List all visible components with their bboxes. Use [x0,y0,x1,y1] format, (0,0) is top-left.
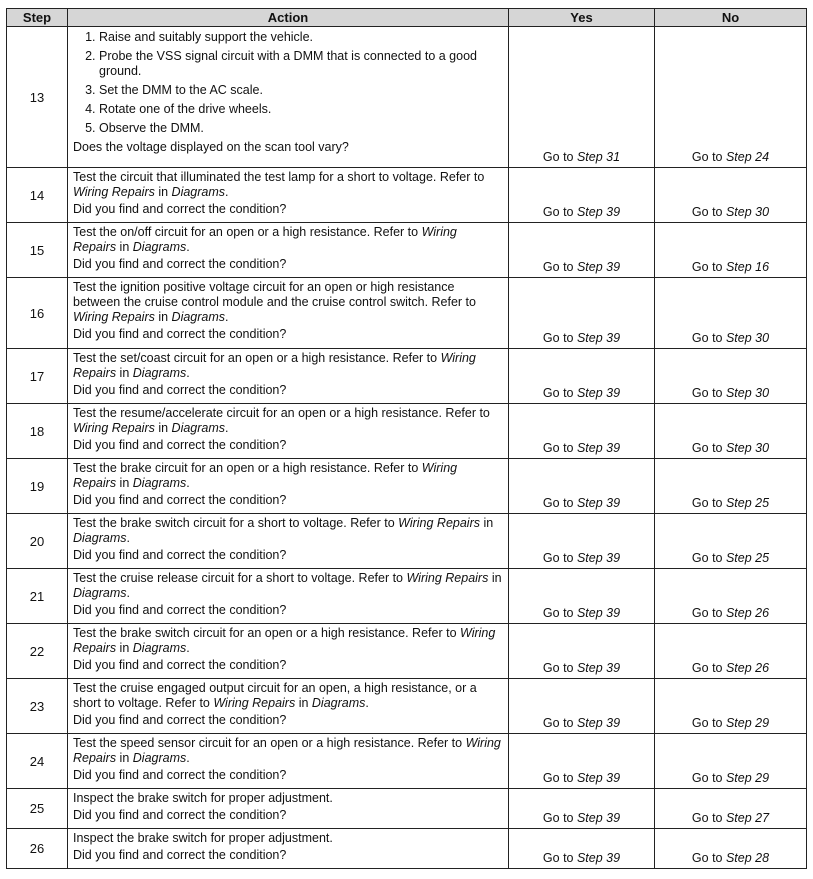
yes-prefix: Go to [542,716,577,730]
no-step-link[interactable]: Step 26 [725,661,770,675]
yes-cell [509,734,655,789]
action-text-main: Test the ignition positive voltage circuit for an open or high resistance between the cruise control module and the cruise control switch. Refer to [73,280,476,309]
no-prefix: Go to [691,551,726,565]
no-step-link[interactable]: Step 30 [725,205,770,219]
question: Did you find and correct the condition? [73,658,287,672]
no-prefix: Go to [691,386,726,400]
action-text-end: . [186,641,190,655]
header-yes: Yes [509,9,655,27]
yes-cell [509,27,655,168]
yes-step-link[interactable]: Step 39 [576,386,621,400]
yes-cell [509,624,655,679]
step-number: 25 [7,789,68,829]
action-text-in: in [295,696,312,710]
list-item: 4. Rotate one of the drive wheels. [99,102,503,117]
question: Did you find and correct the condition? [73,202,287,216]
table-row [7,624,807,679]
no-prefix: Go to [691,851,726,865]
yes-prefix: Go to [542,551,577,565]
diagrams-ref[interactable]: Diagrams [132,751,187,765]
action-text-main: Test the brake circuit for an open or a high resistance. Refer to [73,461,422,475]
action-text-end: . [225,185,229,199]
action-cell [68,349,509,404]
action-text [73,225,503,255]
action-text-end: . [186,751,190,765]
action-text-end: . [126,586,130,600]
list-item: 2. Probe the VSS signal circuit with a DMM that is connected to a good ground. [99,49,503,79]
yes-cell [509,459,655,514]
step-number: 14 [7,168,68,223]
question: Did you find and correct the condition? [73,603,287,617]
action-text-end: . [126,531,130,545]
action-text [73,351,503,381]
no-cell [655,168,807,223]
step-number: 26 [7,829,68,869]
no-step-link[interactable]: Step 28 [725,851,770,865]
yes-cell [509,278,655,349]
table-row [7,569,807,624]
no-step-link[interactable]: Step 30 [725,386,770,400]
no-prefix: Go to [691,716,726,730]
yes-cell [509,569,655,624]
table-row [7,27,807,168]
header-step: Step [7,9,68,27]
no-step-link[interactable]: Step 24 [725,150,770,164]
step-number: 18 [7,404,68,459]
action-text-in: in [116,366,133,380]
yes-prefix: Go to [542,331,577,345]
yes-step-link[interactable]: Step 39 [576,331,621,345]
no-prefix: Go to [691,771,726,785]
yes-step-link[interactable]: Step 39 [576,811,621,825]
action-text [73,736,503,766]
action-cell [68,27,509,168]
no-cell [655,789,807,829]
yes-step-link[interactable]: Step 39 [576,205,621,219]
yes-prefix: Go to [542,851,577,865]
diagrams-ref[interactable]: Diagrams [311,696,366,710]
diagrams-ref[interactable]: Diagrams [132,476,187,490]
yes-step-link[interactable]: Step 39 [576,441,621,455]
no-cell [655,569,807,624]
yes-step-link[interactable]: Step 39 [576,771,621,785]
no-prefix: Go to [691,496,726,510]
no-step-link[interactable]: Step 30 [725,331,770,345]
no-cell [655,278,807,349]
action-text-end: . [365,696,369,710]
yes-step-link[interactable]: Step 39 [576,496,621,510]
yes-step-link[interactable]: Step 39 [576,606,621,620]
action-text-main: Test the circuit that illuminated the test lamp for a short to voltage. Refer to [73,170,485,184]
no-prefix: Go to [691,441,726,455]
no-prefix: Go to [691,606,726,620]
diagrams-ref[interactable]: Diagrams [132,641,187,655]
diagnostic-table [6,8,807,869]
yes-step-link[interactable]: Step 39 [576,551,621,565]
action-text [73,170,503,200]
header-row [7,9,807,27]
yes-prefix: Go to [542,150,577,164]
action-text-main: Test the brake switch circuit for a short to voltage. Refer to [73,516,399,530]
step-number: 23 [7,679,68,734]
yes-cell [509,404,655,459]
yes-prefix: Go to [542,260,577,274]
header-action: Action [68,9,509,27]
table-row [7,514,807,569]
action-text-in: in [154,185,172,199]
action-text-end: . [186,476,190,490]
no-prefix: Go to [691,661,726,675]
wiring-repairs-ref[interactable]: Wiring Repairs [73,310,155,324]
step-number: 17 [7,349,68,404]
action-text: Inspect the brake switch for proper adjustment. [73,831,333,845]
no-step-link[interactable]: Step 29 [725,716,770,730]
action-text-in: in [480,516,494,530]
yes-cell [509,829,655,869]
no-cell [655,459,807,514]
no-cell [655,27,807,168]
question: Did you find and correct the condition? [73,848,287,862]
yes-prefix: Go to [542,771,577,785]
action-text-in: in [154,421,172,435]
yes-step-link[interactable]: Step 39 [576,661,621,675]
action-text-main: Test the cruise release circuit for a short to voltage. Refer to [73,571,407,585]
action-text-main: Test the speed sensor circuit for an open or a high resistance. Refer to [73,736,466,750]
no-step-link[interactable]: Step 25 [725,496,770,510]
action-text-end: . [186,366,190,380]
action-text-main: Test the resume/accelerate circuit for an open or a high resistance. Refer to [73,406,490,420]
question: Did you find and correct the condition? [73,438,287,452]
diagrams-ref[interactable]: Diagrams [73,531,127,545]
no-step-link[interactable]: Step 27 [725,811,770,825]
step-number: 20 [7,514,68,569]
action-text-end: . [186,240,190,254]
no-cell [655,349,807,404]
no-cell [655,223,807,278]
action-cell [68,679,509,734]
step-number: 13 [7,27,68,168]
list-item: 5. Observe the DMM. [99,121,503,136]
yes-prefix: Go to [542,441,577,455]
diagrams-ref[interactable]: Diagrams [73,586,127,600]
question: Did you find and correct the condition? [73,493,287,507]
action-text: Inspect the brake switch for proper adjustment. [73,791,333,805]
question: Does the voltage displayed on the scan tool vary? [73,140,349,154]
no-cell [655,404,807,459]
diagrams-ref[interactable]: Diagrams [171,421,226,435]
question: Did you find and correct the condition? [73,808,287,822]
table-row [7,459,807,514]
yes-cell [509,789,655,829]
no-prefix: Go to [691,205,726,219]
yes-prefix: Go to [542,386,577,400]
table-row [7,829,807,869]
question: Did you find and correct the condition? [73,383,287,397]
action-text-main: Test the on/off circuit for an open or a high resistance. Refer to [73,225,422,239]
action-cell [68,223,509,278]
action-text [73,461,503,491]
table-row [7,734,807,789]
table-row [7,349,807,404]
action-text-main: Test the set/coast circuit for an open or a high resistance. Refer to [73,351,441,365]
diagrams-ref[interactable]: Diagrams [171,185,226,199]
yes-step-link[interactable]: Step 39 [576,716,621,730]
diagrams-ref[interactable]: Diagrams [171,310,226,324]
action-cell [68,624,509,679]
action-cell [68,734,509,789]
wiring-repairs-ref[interactable]: Wiring Repairs [406,571,489,585]
wiring-repairs-ref[interactable]: Wiring Repairs [73,461,458,490]
action-cell [68,829,509,869]
no-step-link[interactable]: Step 16 [725,260,770,274]
list-item: 3. Set the DMM to the AC scale. [99,83,503,98]
no-step-link[interactable]: Step 26 [725,606,770,620]
wiring-repairs-ref[interactable]: Wiring Repairs [73,351,476,380]
wiring-repairs-ref[interactable]: Wiring Repairs [73,421,155,435]
table-row [7,789,807,829]
no-cell [655,514,807,569]
yes-step-link[interactable]: Step 39 [576,851,621,865]
action-text [73,571,503,601]
table-row [7,679,807,734]
no-prefix: Go to [691,260,726,274]
yes-step-link[interactable]: Step 31 [576,150,621,164]
no-step-link[interactable]: Step 25 [725,551,770,565]
yes-cell [509,349,655,404]
yes-cell [509,223,655,278]
question: Did you find and correct the condition? [73,768,287,782]
no-cell [655,624,807,679]
question: Did you find and correct the condition? [73,548,287,562]
step-number: 16 [7,278,68,349]
step-number: 22 [7,624,68,679]
yes-cell [509,679,655,734]
no-cell [655,829,807,869]
wiring-repairs-ref[interactable]: Wiring Repairs [213,696,296,710]
substep-list [73,30,503,136]
wiring-repairs-ref[interactable]: Wiring Repairs [73,185,155,199]
yes-prefix: Go to [542,661,577,675]
diagrams-ref[interactable]: Diagrams [132,366,187,380]
yes-prefix: Go to [542,606,577,620]
action-text-in: in [488,571,502,585]
no-prefix: Go to [691,150,726,164]
action-text [73,516,503,546]
yes-cell [509,168,655,223]
step-number: 21 [7,569,68,624]
table-row [7,223,807,278]
action-cell [68,168,509,223]
diagrams-ref[interactable]: Diagrams [132,240,187,254]
action-cell [68,278,509,349]
yes-prefix: Go to [542,205,577,219]
action-cell [68,789,509,829]
step-number: 24 [7,734,68,789]
wiring-repairs-ref[interactable]: Wiring Repairs [73,626,496,655]
wiring-repairs-ref[interactable]: Wiring Repairs [398,516,480,530]
action-text-in: in [116,476,133,490]
yes-step-link[interactable]: Step 39 [576,260,621,274]
wiring-repairs-ref[interactable]: Wiring Repairs [73,225,457,254]
action-text-main: Test the cruise engaged output circuit for an open, a high resistance, or a short to voltage. Refer to [73,681,477,710]
action-text-end: . [225,421,229,435]
list-item: 1. Raise and suitably support the vehicle. [99,30,503,45]
no-step-link[interactable]: Step 30 [725,441,770,455]
action-text-end: . [225,310,229,324]
no-cell [655,734,807,789]
no-cell [655,679,807,734]
question: Did you find and correct the condition? [73,713,287,727]
table-row [7,278,807,349]
action-text-in: in [116,641,133,655]
no-prefix: Go to [691,331,726,345]
question: Did you find and correct the condition? [73,257,287,271]
yes-prefix: Go to [542,811,577,825]
yes-prefix: Go to [542,496,577,510]
no-step-link[interactable]: Step 29 [725,771,770,785]
question: Did you find and correct the condition? [73,327,287,341]
action-cell [68,459,509,514]
action-text-in: in [154,310,172,324]
step-number: 15 [7,223,68,278]
action-text-in: in [116,240,133,254]
action-text [73,280,503,325]
wiring-repairs-ref[interactable]: Wiring Repairs [73,736,501,765]
header-no: No [655,9,807,27]
action-text [73,406,503,436]
yes-cell [509,514,655,569]
action-text-in: in [116,751,133,765]
no-prefix: Go to [691,811,726,825]
table-row [7,168,807,223]
step-number: 19 [7,459,68,514]
action-text [73,626,503,656]
action-cell [68,514,509,569]
action-text [73,681,503,711]
action-cell [68,404,509,459]
table-row [7,404,807,459]
action-text-main: Test the brake switch circuit for an open or a high resistance. Refer to [73,626,460,640]
action-cell [68,569,509,624]
